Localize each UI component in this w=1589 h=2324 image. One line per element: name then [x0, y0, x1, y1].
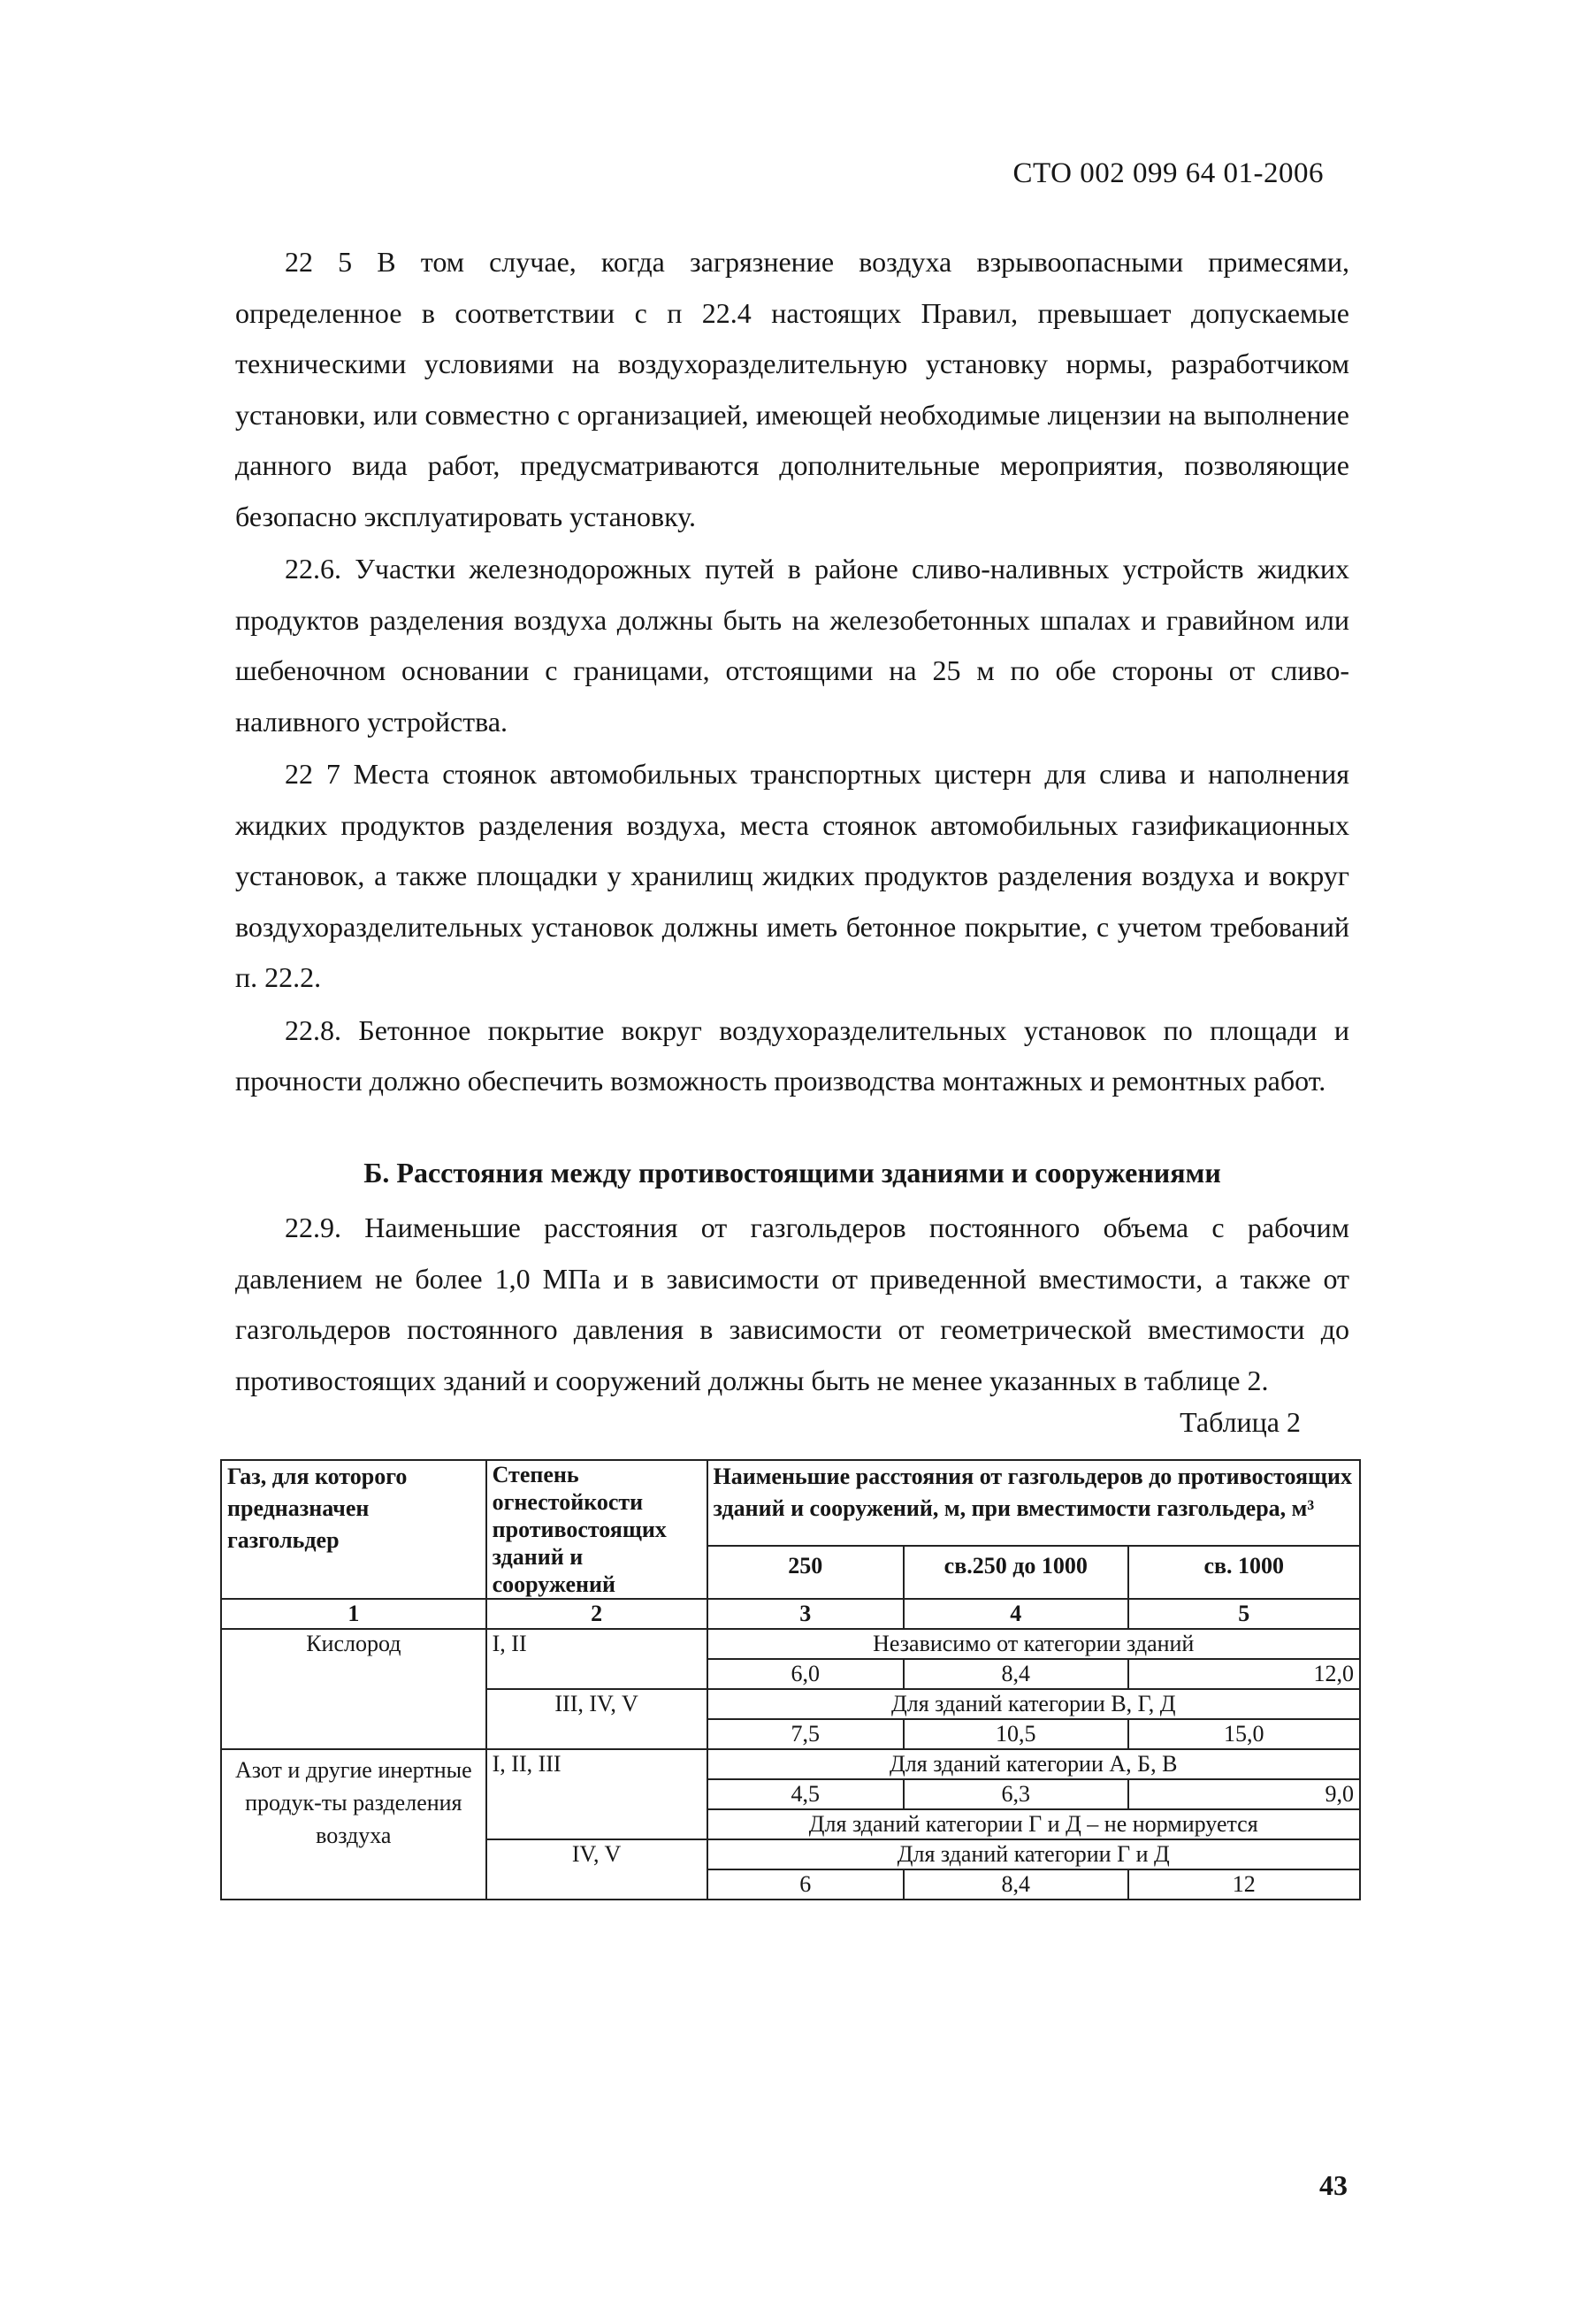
table-header-row [221, 1460, 1360, 1546]
paragraph-22-6: 22.6. Участки железнодорожных путей в районе сливо-наливных устройств жидких продуктов разделения воздуха должны быть на железобетонных шпалах и гравийном или шебеночном основании с границами, отстоящими на 25 м по обе стороны от сливо-наливного устройства. [235, 553, 1349, 738]
category-note: Независимо от категории зданий [707, 1629, 1361, 1659]
header-capacity-250: 250 [707, 1546, 905, 1599]
distance-value: 7,5 [707, 1719, 905, 1749]
distance-value: 6 [707, 1869, 905, 1900]
fire-grade: IV, V [486, 1839, 707, 1900]
column-number: 5 [1128, 1599, 1360, 1629]
document-code: СТО 002 099 64 01-2006 [1012, 157, 1324, 189]
table-row [221, 1749, 1360, 1779]
table-caption: Таблица 2 [1180, 1406, 1301, 1438]
header-capacity-over-1000: св. 1000 [1128, 1546, 1360, 1599]
category-note: Для зданий категории Г и Д [707, 1839, 1361, 1869]
distance-value: 8,4 [904, 1869, 1128, 1900]
category-note: Для зданий категории Г и Д – не нормируется [707, 1809, 1361, 1839]
gas-oxygen: Кислород [221, 1629, 486, 1749]
column-number: 4 [904, 1599, 1128, 1629]
paragraph-22-7: 22 7 Места стоянок автомобильных транспортных цистерн для слива и наполнения жидких продуктов разделения воздуха, места стоянок автомобильных газификационных установок, а также площадки у хранилищ жидких продуктов разделения воздуха и вокруг воздухоразделительных установок должны иметь бетонное покрытие, с учетом требований п. 22.2. [235, 758, 1349, 993]
distance-value: 15,0 [1128, 1719, 1360, 1749]
distance-value: 12 [1128, 1869, 1360, 1900]
paragraph-22-5: 22 5 В том случае, когда загрязнение воздуха взрывоопасными примесями, определенное в соответствии с п 22.4 настоящих Правил, превышает допускаемые техническими условиями на воздухоразделительную установку нормы, разработчиком установки, или совместно с организацией, имеющей необходимые лицензии на выполнение данного вида работ, предусматриваются дополнительные мероприятия, позволяющие безопасно эксплуатировать установку. [235, 246, 1349, 532]
column-number: 3 [707, 1599, 905, 1629]
header-distances-group: Наименьшие расстояния от газгольдеров до противостоящих зданий и сооружений, м, при вместимости газгольдера, м³ [707, 1460, 1361, 1546]
fire-grade: III, IV, V [486, 1689, 707, 1749]
table-row [221, 1629, 1360, 1659]
fire-grade: I, II, III [486, 1749, 707, 1839]
header-gas: Газ, для которого предназначен газгольдер [221, 1460, 486, 1599]
distance-value: 4,5 [707, 1779, 905, 1809]
paragraph-22-8: 22.8. Бетонное покрытие вокруг воздухоразделительных установок по площади и прочности должно обеспечить возможность производства монтажных и ремонтных работ. [235, 1013, 1349, 1097]
gas-nitrogen: Азот и другие инертные продук-ты разделения воздуха [221, 1749, 486, 1900]
distances-table [220, 1459, 1361, 1900]
column-number-row [221, 1599, 1360, 1629]
distance-value: 12,0 [1128, 1659, 1360, 1689]
header-capacity-250-1000: св.250 до 1000 [904, 1546, 1128, 1599]
body-text [235, 237, 1349, 1107]
distance-value: 8,4 [904, 1659, 1128, 1689]
paragraph-22-9: 22.9. Наименьшие расстояния от газгольдеров постоянного объема с рабочим давлением не более 1,0 МПа и в зависимости от приведенной вместимости, а также от газгольдеров постоянного давления в зависимости от геометрической вместимости до противостоящих зданий и сооружений должны быть не менее указанных в таблице 2. [235, 1212, 1349, 1396]
fire-grade: I, II [486, 1629, 707, 1689]
distance-value: 6,0 [707, 1659, 905, 1689]
header-fire-resistance: Степень огнестойкости противостоящих зданий и сооружений [486, 1460, 707, 1599]
distance-value: 9,0 [1128, 1779, 1360, 1809]
category-note: Для зданий категории А, Б, В [707, 1749, 1361, 1779]
page-number: 43 [1319, 2169, 1348, 2201]
distance-value: 10,5 [904, 1719, 1128, 1749]
column-number: 2 [486, 1599, 707, 1629]
paragraph-22-9-wrap [235, 1203, 1349, 1406]
column-number: 1 [221, 1599, 486, 1629]
section-b-title: Б. Расстояния между противостоящими зданиями и сооружениями [363, 1157, 1221, 1189]
category-note: Для зданий категории В, Г, Д [707, 1689, 1361, 1719]
distance-value: 6,3 [904, 1779, 1128, 1809]
